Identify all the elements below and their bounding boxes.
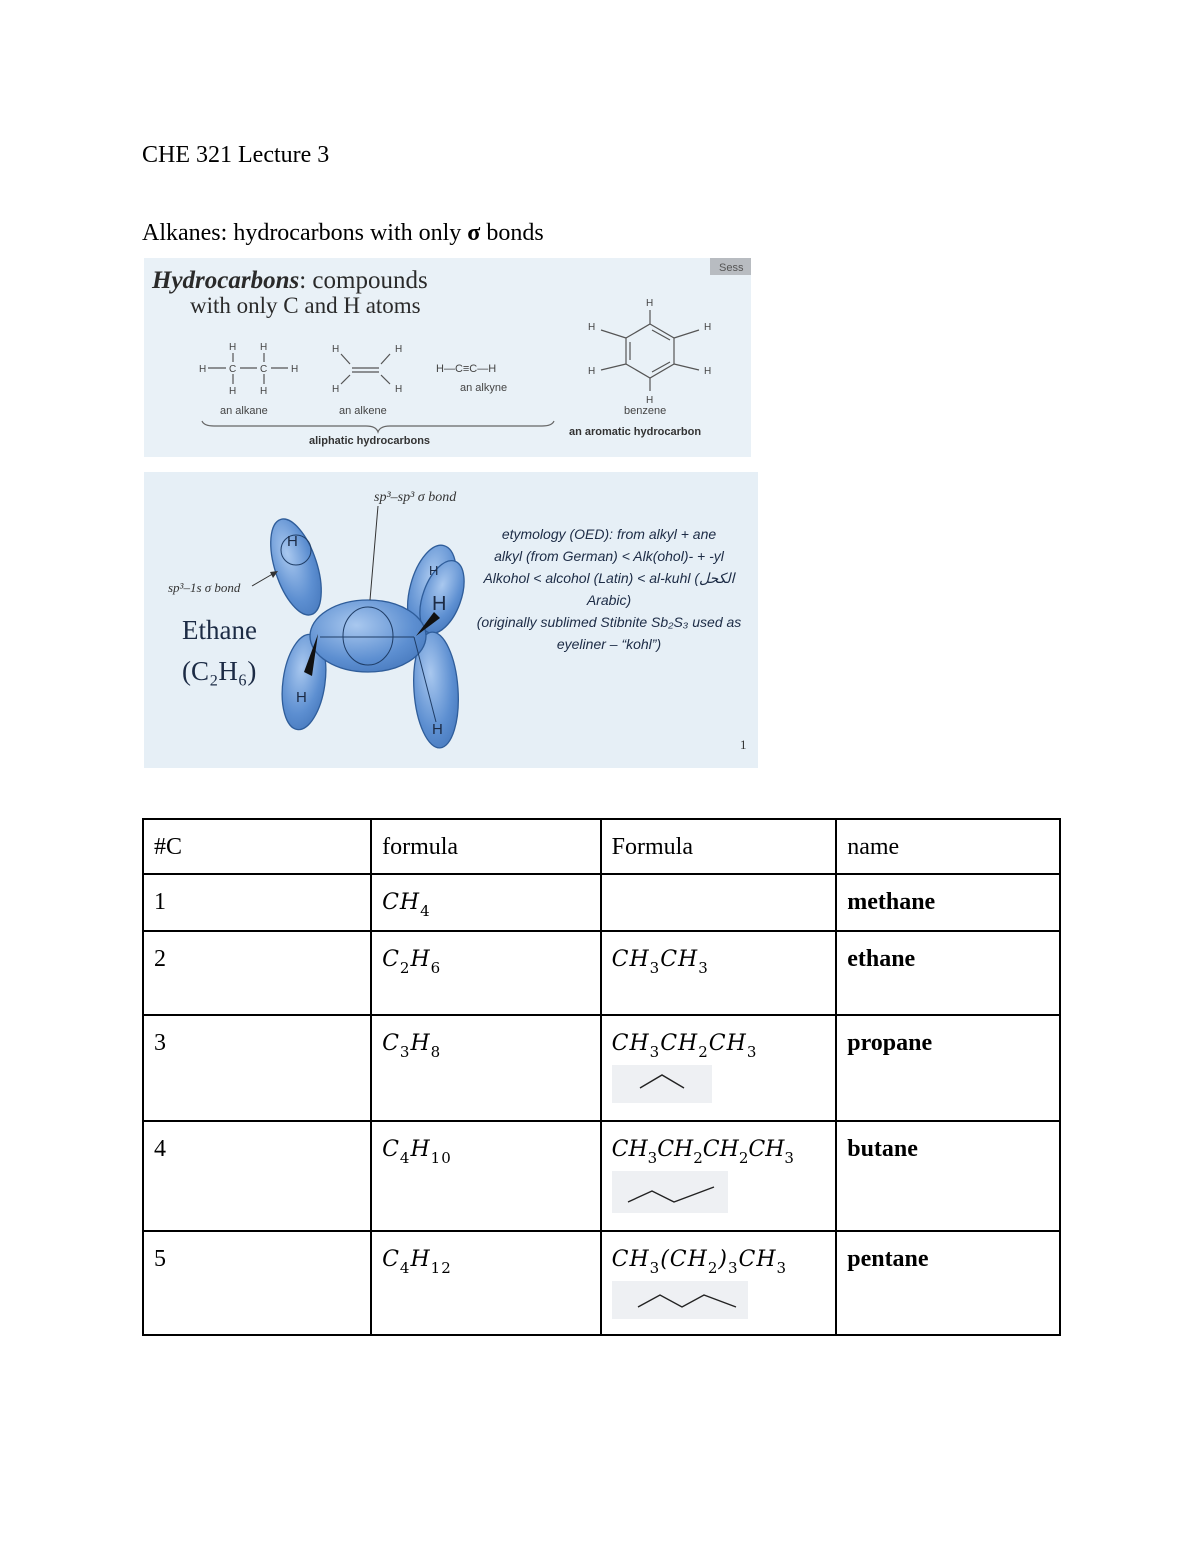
- etymology-line: etymology (OED): from alkyl + ane: [501, 526, 717, 542]
- atom-h: H: [704, 366, 712, 377]
- document-title: CHE 321 Lecture 3: [142, 142, 330, 168]
- alkyne-structure: H—C≡C—H: [436, 363, 497, 375]
- alkane-label: an alkane: [220, 405, 268, 417]
- sigma-symbol: σ: [467, 220, 481, 246]
- formula-math: $CH_4$: [382, 890, 431, 921]
- table-row: [143, 1015, 1060, 1121]
- atom-h: H: [646, 298, 654, 309]
- header-formula: formula: [371, 819, 601, 874]
- sp3-sp3-label: sp³–sp³ σ bond: [374, 490, 457, 505]
- formula-math: $C_3H_8$: [382, 1031, 442, 1062]
- carbon-count: 2: [143, 931, 371, 1015]
- molecular-formula: [371, 1015, 601, 1121]
- ethane-orbital-figure: [144, 472, 758, 768]
- alkane-name: ethane: [836, 931, 1060, 1015]
- table-row: [143, 1231, 1060, 1335]
- alkene-structure: [341, 354, 390, 384]
- atom-h: H: [291, 364, 299, 375]
- section-heading: [142, 220, 544, 247]
- carbon-count: 4: [143, 1121, 371, 1231]
- butane-skeletal-structure: [612, 1171, 728, 1213]
- formula-math: $C_4H_{12}$: [382, 1247, 452, 1278]
- sp3-sp3-pointer: [370, 506, 378, 600]
- condensed-formula: [601, 1231, 837, 1335]
- table-row: [143, 874, 1060, 931]
- alkane-structure: [208, 353, 288, 384]
- propane-skeletal-structure: [612, 1065, 712, 1103]
- slide1-heading-line2: with only C and H atoms: [190, 293, 421, 318]
- carbon-count: 5: [143, 1231, 371, 1335]
- molecular-formula: [371, 874, 601, 931]
- etymology-line: Alkohol < alcohol (Latin) < al-kuhl (الكحل: [483, 570, 735, 586]
- sp3-1s-label: sp³–1s σ bond: [168, 580, 241, 595]
- table-row: [143, 1121, 1060, 1231]
- atom-h: H: [229, 386, 237, 397]
- sigma-bond-lobe: [310, 600, 426, 672]
- etymology-line: (originally sublimed Stibnite Sb₂S₃ used as: [476, 614, 742, 630]
- condensed-math: $CH_3CH_3$: [611, 947, 709, 978]
- ethane-formula: (C₂H₆): [182, 656, 257, 686]
- condensed-math: $CH_3CH_2CH_2CH_3$: [611, 1137, 794, 1168]
- condensed-formula: [601, 931, 837, 1015]
- condensed-math: $CH_3(CH_2)_3CH_3$: [611, 1247, 788, 1278]
- atom-h: H: [229, 342, 237, 353]
- alkanes-table: [142, 818, 1061, 1336]
- benzene-label: benzene: [624, 405, 667, 417]
- atom-h: H: [260, 342, 268, 353]
- alkene-atoms: [332, 344, 402, 395]
- atom-h: H: [432, 721, 443, 738]
- heading-rest: : compounds: [299, 267, 428, 294]
- session-tag: Sess: [719, 262, 744, 274]
- benzene-structure: [601, 310, 699, 391]
- formula-math: $C_2H_6$: [382, 947, 442, 978]
- ethane-slide: [144, 472, 758, 768]
- molecular-formula: [371, 1231, 601, 1335]
- atom-h: H: [199, 364, 207, 375]
- alkane-name: methane: [836, 874, 1060, 931]
- header-carbon-count: #C: [143, 819, 371, 874]
- molecular-formula: [371, 931, 601, 1015]
- atom-h: H: [332, 344, 340, 355]
- etymology-text: [477, 526, 742, 652]
- atom-h: H: [704, 322, 712, 333]
- alkyne-label: an alkyne: [460, 382, 508, 394]
- slide1-heading: [151, 267, 428, 294]
- atom-h: H: [332, 384, 340, 395]
- subtitle-prefix: Alkanes: hydrocarbons with only: [142, 220, 468, 246]
- heading-bold: Hydrocarbons: [152, 267, 300, 294]
- atom-c: C: [229, 364, 237, 375]
- aromatic-label: an aromatic hydrocarbon: [569, 426, 702, 438]
- atom-h: H: [395, 384, 403, 395]
- alkane-name: propane: [836, 1015, 1060, 1121]
- orbital-lobe-upper-left: [261, 513, 332, 621]
- etymology-line: Arabic): [586, 592, 632, 608]
- atom-h: H: [260, 386, 268, 397]
- atom-c: C: [260, 364, 268, 375]
- alkene-label: an alkene: [339, 405, 387, 417]
- header-name: name: [836, 819, 1060, 874]
- formula-math: $C_4H_{10}$: [382, 1137, 452, 1168]
- alkane-name: butane: [836, 1121, 1060, 1231]
- aliphatic-label: aliphatic hydrocarbons: [309, 435, 431, 447]
- carbon-count: 1: [143, 874, 371, 931]
- table-row: [143, 931, 1060, 1015]
- etymology-line: alkyl (from German) < Alk(ohol)- + -yl: [494, 548, 724, 564]
- hydrocarbons-figure: [144, 258, 751, 457]
- atom-h: H: [588, 322, 596, 333]
- atom-h: H: [395, 344, 403, 355]
- hydrocarbons-slide: [144, 258, 751, 457]
- condensed-formula: [601, 1015, 837, 1121]
- condensed-formula: [601, 1121, 837, 1231]
- alkane-name: pentane: [836, 1231, 1060, 1335]
- table-header-row: [143, 819, 1060, 874]
- slide-page-number: 1: [740, 737, 747, 752]
- molecular-formula: [371, 1121, 601, 1231]
- atom-h: H: [429, 563, 439, 578]
- atom-h: H: [287, 533, 298, 550]
- atom-h: H: [432, 593, 447, 615]
- alkane-atoms: [199, 342, 298, 397]
- header-condensed-formula: Formula: [601, 819, 837, 874]
- aliphatic-brace: [202, 421, 554, 432]
- condensed-formula: [601, 874, 837, 931]
- condensed-math: $CH_3CH_2CH_3$: [611, 1031, 758, 1062]
- subtitle-suffix: bonds: [480, 220, 544, 246]
- carbon-count: 3: [143, 1015, 371, 1121]
- atom-h: H: [646, 395, 654, 406]
- pentane-skeletal-structure: [612, 1281, 748, 1319]
- atom-h: H: [296, 689, 307, 706]
- atom-h: H: [588, 366, 596, 377]
- ethane-name: Ethane: [182, 615, 257, 645]
- etymology-line: eyeliner – “kohl”): [556, 636, 662, 652]
